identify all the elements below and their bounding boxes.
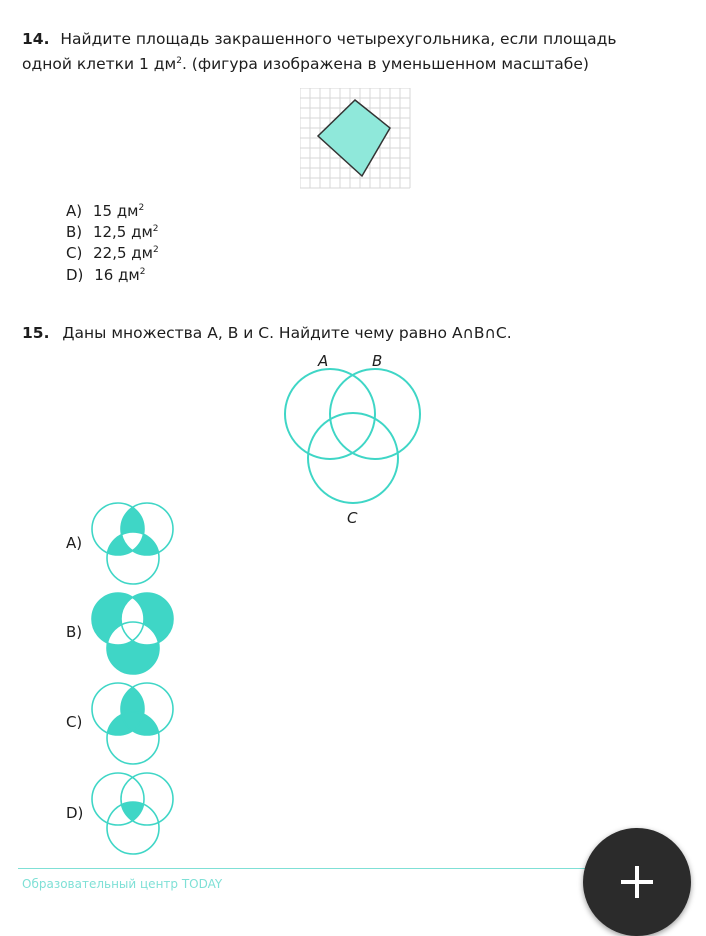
label-b: B — [372, 352, 383, 370]
option-value: 12,5 дм — [92, 223, 153, 241]
option-value: 16 дм — [94, 266, 140, 284]
question-15 — [22, 322, 512, 345]
question-15-number: 15. — [22, 324, 50, 342]
option-sup: 2 — [139, 267, 146, 277]
footer-divider — [18, 868, 588, 869]
question-14-line1 — [22, 28, 617, 51]
option-letter: A) — [66, 202, 83, 220]
question-14-line2 — [22, 53, 589, 76]
q15-option-c-label[interactable]: C) — [66, 713, 83, 731]
add-button[interactable] — [583, 828, 691, 936]
option-letter: B) — [66, 223, 83, 241]
q14-option-a[interactable] — [66, 201, 144, 221]
option-sup: 2 — [152, 245, 159, 255]
option-letter: C) — [66, 244, 83, 262]
question-14-number: 14. — [22, 30, 50, 48]
q14-option-b[interactable] — [66, 222, 159, 242]
option-value: 22,5 дм — [93, 244, 153, 262]
q15-option-b-label[interactable]: B) — [66, 623, 83, 641]
question-14-text-2a: одной клетки 1 дм — [22, 55, 177, 73]
q15-option-a-label[interactable]: A) — [66, 534, 83, 552]
shaded-quadrilateral — [318, 100, 390, 176]
q15-option-d-label[interactable]: D) — [66, 804, 84, 822]
q15-option-b-diagram[interactable] — [88, 590, 180, 678]
label-a: A — [318, 352, 329, 370]
question-14-sup: 2 — [176, 55, 182, 66]
venn-diagram-main — [278, 350, 433, 530]
question-14-text-2b: . (фигура изображена в уменьшенном масштабе) — [181, 55, 589, 73]
option-value: 15 дм — [92, 202, 139, 220]
q15-option-a-diagram[interactable] — [88, 500, 180, 588]
option-sup: 2 — [152, 224, 159, 234]
question-15-text: Даны множества A, B и C. Найдите чему равно A∩B∩C. — [62, 324, 512, 342]
q15-option-d-diagram[interactable] — [88, 770, 180, 858]
footer-text: Образовательный центр TODAY — [22, 877, 223, 891]
q14-option-d[interactable] — [66, 265, 145, 285]
label-c: C — [347, 509, 358, 527]
q14-option-c[interactable] — [66, 243, 159, 263]
question-14-text: Найдите площадь закрашенного четырехугольника, если площадь — [60, 30, 617, 48]
q15-option-c-diagram[interactable] — [88, 680, 180, 768]
grid-figure — [300, 88, 412, 190]
option-sup: 2 — [138, 203, 145, 213]
option-letter: D) — [66, 266, 84, 284]
